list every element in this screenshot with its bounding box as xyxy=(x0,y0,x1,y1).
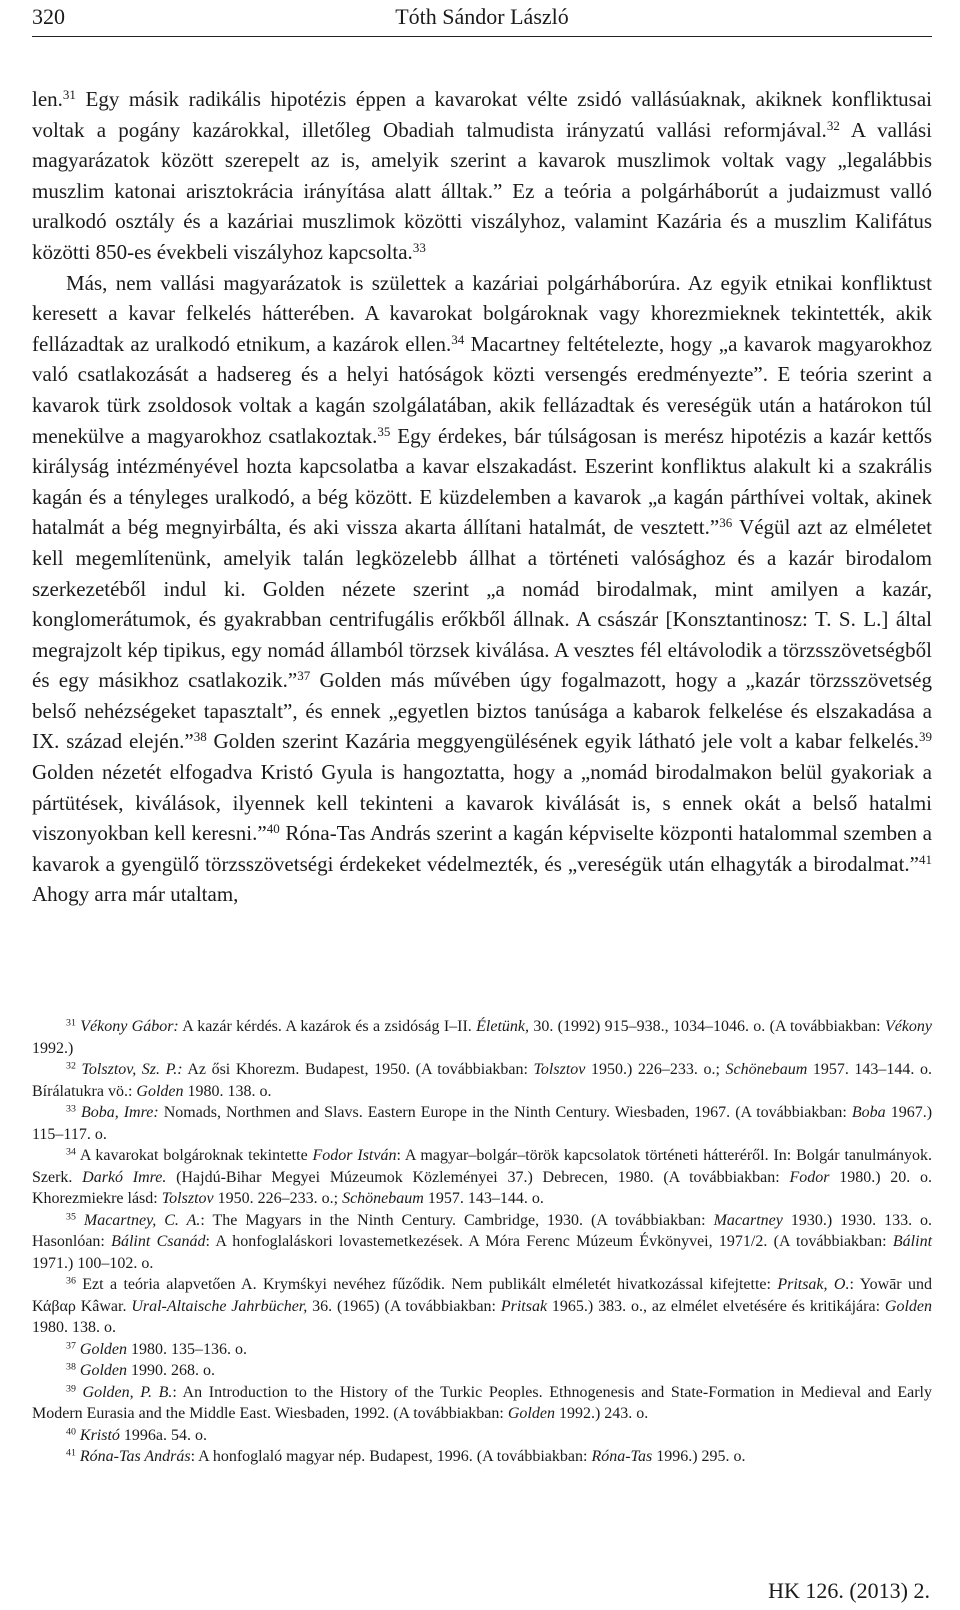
footnote-text: A kavarokat bolgároknak tekintette xyxy=(79,1147,313,1164)
italic-text: Kristó xyxy=(79,1426,120,1444)
footnote-ref: 31 xyxy=(62,86,76,102)
footnote-text: : A honfoglaláskori lovastemetkezések. A Móra Ferenc Múzeum Évkönyvei, 1971/2. (A továbbiakban: xyxy=(205,1233,893,1250)
footnote xyxy=(32,1382,932,1425)
italic-text: Schönebaum xyxy=(342,1190,424,1207)
text-run: Róna-Tas András szerint a kagán képviselte központi hatalommal szemben a kavarok a gyengülő törzsszövetségi érdekeket védelmezték, és „vereségük után elhagyták a birodalmat.” xyxy=(32,821,932,876)
italic-text: Golden xyxy=(79,1340,128,1358)
footnote-number: 35 xyxy=(66,1211,76,1223)
footnote xyxy=(32,1446,932,1468)
text-run: Végül azt az elméletet kell megemlítenünk, amelyik talán legközelebb állhat a történeti valósághoz és a kazár birodalom szerkezetéből indul ki. Golden nézete szerint „a nomád birodalmak, mint amilyen a kazár, konglomerátumok, és gyakrabban centrifugális erőkből állnak. A császár [Konsztantinosz: T. S. L.] által megrajzolt kép tipikus, egy nomád államból törzsek kiválása. A vesztes fél eltávolodik a törzsszövetségből és egy másikhoz csatlakozik.” xyxy=(32,515,933,693)
italic-text: Macartney xyxy=(713,1211,783,1229)
footnote xyxy=(32,1425,932,1447)
footnote-text: : The Magyars in the Ninth Century. Cambridge, 1930. (A továbbiakban: xyxy=(200,1211,714,1229)
footnote-text: 1990. 268. o. xyxy=(127,1362,216,1379)
footnote-text: 1980. 138. o. xyxy=(183,1082,272,1100)
footnote-number: 33 xyxy=(66,1103,76,1115)
footnote-number: 31 xyxy=(66,1017,76,1029)
italic-text: Életünk, xyxy=(476,1018,530,1035)
footnote-number: 37 xyxy=(66,1340,76,1352)
italic-text: Golden xyxy=(884,1297,932,1315)
footnote xyxy=(32,1360,932,1382)
italic-text: Bálint xyxy=(892,1233,933,1250)
footnote-text: 1996.) 295. o. xyxy=(652,1448,746,1465)
italic-text: Vékony xyxy=(884,1018,933,1035)
footnote-text: 1980. 135–136. o. xyxy=(127,1340,248,1358)
italic-text: Darkó Imre. xyxy=(82,1168,167,1186)
italic-text: Róna-Tas András xyxy=(79,1448,191,1465)
footnote-ref: 38 xyxy=(193,729,207,745)
running-head: Tóth Sándor László xyxy=(395,4,569,29)
footnote-text: : Yowār und Κάβαρ Kâwar. xyxy=(32,1276,932,1315)
footnote-number: 38 xyxy=(66,1361,76,1373)
footnote xyxy=(32,1339,932,1361)
text-run: len. xyxy=(32,87,63,111)
footnote-text: 1996a. 54. o. xyxy=(119,1426,208,1444)
footnote-ref: 39 xyxy=(918,729,932,745)
journal-footer: HK 126. (2013) 2. xyxy=(768,1578,930,1603)
footnote-ref: 37 xyxy=(297,668,311,684)
italic-text: Tolsztov xyxy=(533,1061,586,1078)
footnote-text: 1992.) 243. o. xyxy=(554,1405,649,1422)
footnote-text: A kazár kérdés. A kazárok és a zsidóság I–II. xyxy=(178,1018,477,1035)
footnote-text: 1957. 143–144. o. xyxy=(423,1190,544,1207)
footnote-number: 34 xyxy=(66,1146,76,1158)
text-run: Ahogy arra már utaltam, xyxy=(32,882,239,907)
italic-text: Boba, Imre: xyxy=(80,1104,159,1121)
italic-text: Golden xyxy=(79,1362,128,1379)
footnote-number: 40 xyxy=(66,1426,76,1438)
footnote xyxy=(32,1016,932,1059)
footnote-text: : An Introduction to the History of the Turkic Peoples. Ethnogenesis and State-Formation in Medieval and Early Modern Eurasia and the Middle East. Wiesbaden, 1992. (A továbbiakban: xyxy=(32,1383,933,1422)
footnote-text: 36. (1965) (A továbbiakban: xyxy=(307,1297,501,1315)
footnote-ref: 40 xyxy=(266,821,280,837)
footnote-ref: 41 xyxy=(918,851,932,867)
footnote-text: Az ősi Khorezm. Budapest, 1950. (A továbbiakban: xyxy=(182,1061,534,1078)
footnote-ref: 32 xyxy=(826,117,840,133)
footnote xyxy=(32,1145,932,1210)
italic-text: Golden xyxy=(507,1405,555,1422)
footnote xyxy=(32,1102,932,1145)
italic-text: Pritsak xyxy=(500,1297,548,1315)
footnote-text: (Hajdú-Bihar Megyei Múzeumok Közleményei 37.) Debrecen, 1980. (A továbbiakban: xyxy=(166,1168,790,1186)
text-run: Golden más művében úgy fogalmazott, hogy a „kazár törzsszövetség belső nehézségeket tapasztalt”, és ennek „egyetlen biztos tanúsága a kabarok felkelése és elszakadása a IX. század elején.” xyxy=(32,668,932,754)
italic-text: Tolsztov, Sz. P.: xyxy=(81,1061,183,1078)
italic-text: Fodor István xyxy=(312,1147,397,1164)
footnote-text: Nomads, Northmen and Slavs. Eastern Europe in the Ninth Century. Wiesbaden, 1967. (A továbbiakban: xyxy=(158,1104,852,1121)
footnote-text: 1967.) 115–117. o. xyxy=(32,1104,933,1143)
footnote-text: 1965.) 383. o., az elmélet elvetésére és kritikájára: xyxy=(547,1297,885,1315)
text-run: Golden szerint Kazária meggyengülésének egyik látható jele volt a kabar felkelés. xyxy=(206,729,919,754)
italic-text: Golden xyxy=(136,1082,184,1100)
footnote-text: 1980. 138. o. xyxy=(32,1319,116,1336)
footnote xyxy=(32,1274,932,1339)
footnote-text: 1971.) 100–102. o. xyxy=(32,1254,154,1272)
text-run: Egy másik radikális hipotézis éppen a kavarokat vélte zsidó vallásúaknak, akiknek konfliktusai voltak a pogány kazárokkal, illetőleg Obadiah talmudista irányzatú vallási reformjával. xyxy=(32,87,932,142)
footnote-text: 1980.) 20. o. Khorezmiekre lásd: xyxy=(32,1168,933,1207)
footnote-number: 41 xyxy=(66,1447,76,1459)
footnote-number: 39 xyxy=(66,1383,76,1395)
italic-text: Bálint Csanád xyxy=(111,1233,206,1250)
italic-text: Vékony Gábor: xyxy=(80,1018,179,1035)
italic-text: Tolsztov xyxy=(161,1190,214,1207)
footnote-text: 1930.) 1930. 133. o. Hasonlóan: xyxy=(32,1211,933,1250)
footnote-ref: 36 xyxy=(719,515,733,531)
paragraph xyxy=(32,84,932,268)
footnote-number: 36 xyxy=(66,1275,76,1287)
italic-text: Macartney, C. A. xyxy=(83,1211,201,1229)
text-run: Macartney feltételezte, hogy „a kavarok magyarokhoz való csatlakozását a hadsereg és a helyi hatóságok közti versengés eredményezte”. E teória szerint a kavarok türk zsoldosok voltak a kagán szolgálatában, akik fellázadtak és vereségük után a határokon túl menekülve a magyarokhoz csatlakoztak. xyxy=(32,331,932,448)
footnote xyxy=(32,1059,932,1102)
text-run: Golden nézetét elfogadva Kristó Gyula is hangoztatta, hogy a „nomád birodalmakon belül gyakoriak a pártütések, kiválások, ilyennek kell tekinteni a kavarok kiválását is, s ennek okát a belső hatalmi viszonyokban kell keresni.” xyxy=(32,760,932,846)
footnote-text: Ezt a teória alapvetően A. Krymśkyi nevéhez fűződik. Nem publikált elméletét hivatkozással kifejtette: xyxy=(82,1276,778,1293)
text-run: A vallási magyarázatok között szerepelt az is, amelyik szerint a kavarok muszlimok voltak vagy „legalábbis muszlim katonai arisztokrácia irányítása alatt álltak.” Ez a teória a polgárháborút a judaizmust valló uralkodó osztály és a kazáriai muszlimok közötti viszályhoz, valamint Kazária és a muszlim Kalifátus közötti 850-es évekbeli viszályhoz kapcsolta. xyxy=(32,117,932,264)
footnote-text: : A magyar–bolgár–török kapcsolatok történeti hátteréről. In: Bolgár tanulmányok. Szerk. xyxy=(32,1147,933,1186)
italic-text: Fodor xyxy=(789,1168,830,1186)
page-number: 320 xyxy=(32,4,65,29)
footnote-text: : A honfoglaló magyar nép. Budapest, 1996. (A továbbiakban: xyxy=(190,1448,592,1465)
footnote-text: 30. (1992) 915–938., 1034–1046. o. (A továbbiakban: xyxy=(529,1018,885,1035)
footnote-ref: 34 xyxy=(451,331,465,347)
italic-text: Róna-Tas xyxy=(591,1448,653,1465)
footnote-text: 1957. 143–144. o. Bírálatukra vö.: xyxy=(32,1061,933,1100)
italic-text: Pritsak, O. xyxy=(777,1276,850,1293)
footnote-ref: 35 xyxy=(377,423,391,439)
italic-text: Golden, P. B. xyxy=(82,1383,173,1401)
paragraph xyxy=(32,268,932,910)
page-header xyxy=(32,0,932,37)
footnote-number: 32 xyxy=(66,1060,76,1072)
footnotes-section xyxy=(32,1016,932,1468)
footnote-ref: 33 xyxy=(412,239,426,255)
italic-text: Schönebaum xyxy=(725,1061,808,1078)
italic-text: Boba xyxy=(851,1104,886,1121)
footnote xyxy=(32,1210,932,1275)
body-text xyxy=(32,84,932,910)
footnote-text: 1950. 226–233. o.; xyxy=(213,1190,343,1207)
footnote-text: 1992.) xyxy=(32,1039,74,1057)
text-run: Más, nem vallási magyarázatok is születtek a kazáriai polgárháborúra. Az egyik etnikai konfliktust keresett a kavar felkelés hátterében. A kavarokat bolgároknak vagy khorezmieknek tekintették, akik fellázadtak az uralkodó etnikum, a kazárok ellen. xyxy=(32,270,932,356)
italic-text: Ural-Altaische Jahrbücher, xyxy=(131,1297,308,1315)
footnote-text: 1950.) 226–233. o.; xyxy=(585,1061,726,1078)
text-run: Egy érdekes, bár túlságosan is merész hipotézis a kazár kettős királyság intézményével hozta kapcsolatba a kavar elszakadást. Eszerint konfliktus alakult ki a szakrális kagán és a tényleges uralkodó, a bég között. E küzdelemben a kavarok „a kagán párthívei voltak, akinek hatalmát a bég megnyirbálta, és aki vissza akarta állítani hatalmát, de vesztett.” xyxy=(32,423,932,540)
